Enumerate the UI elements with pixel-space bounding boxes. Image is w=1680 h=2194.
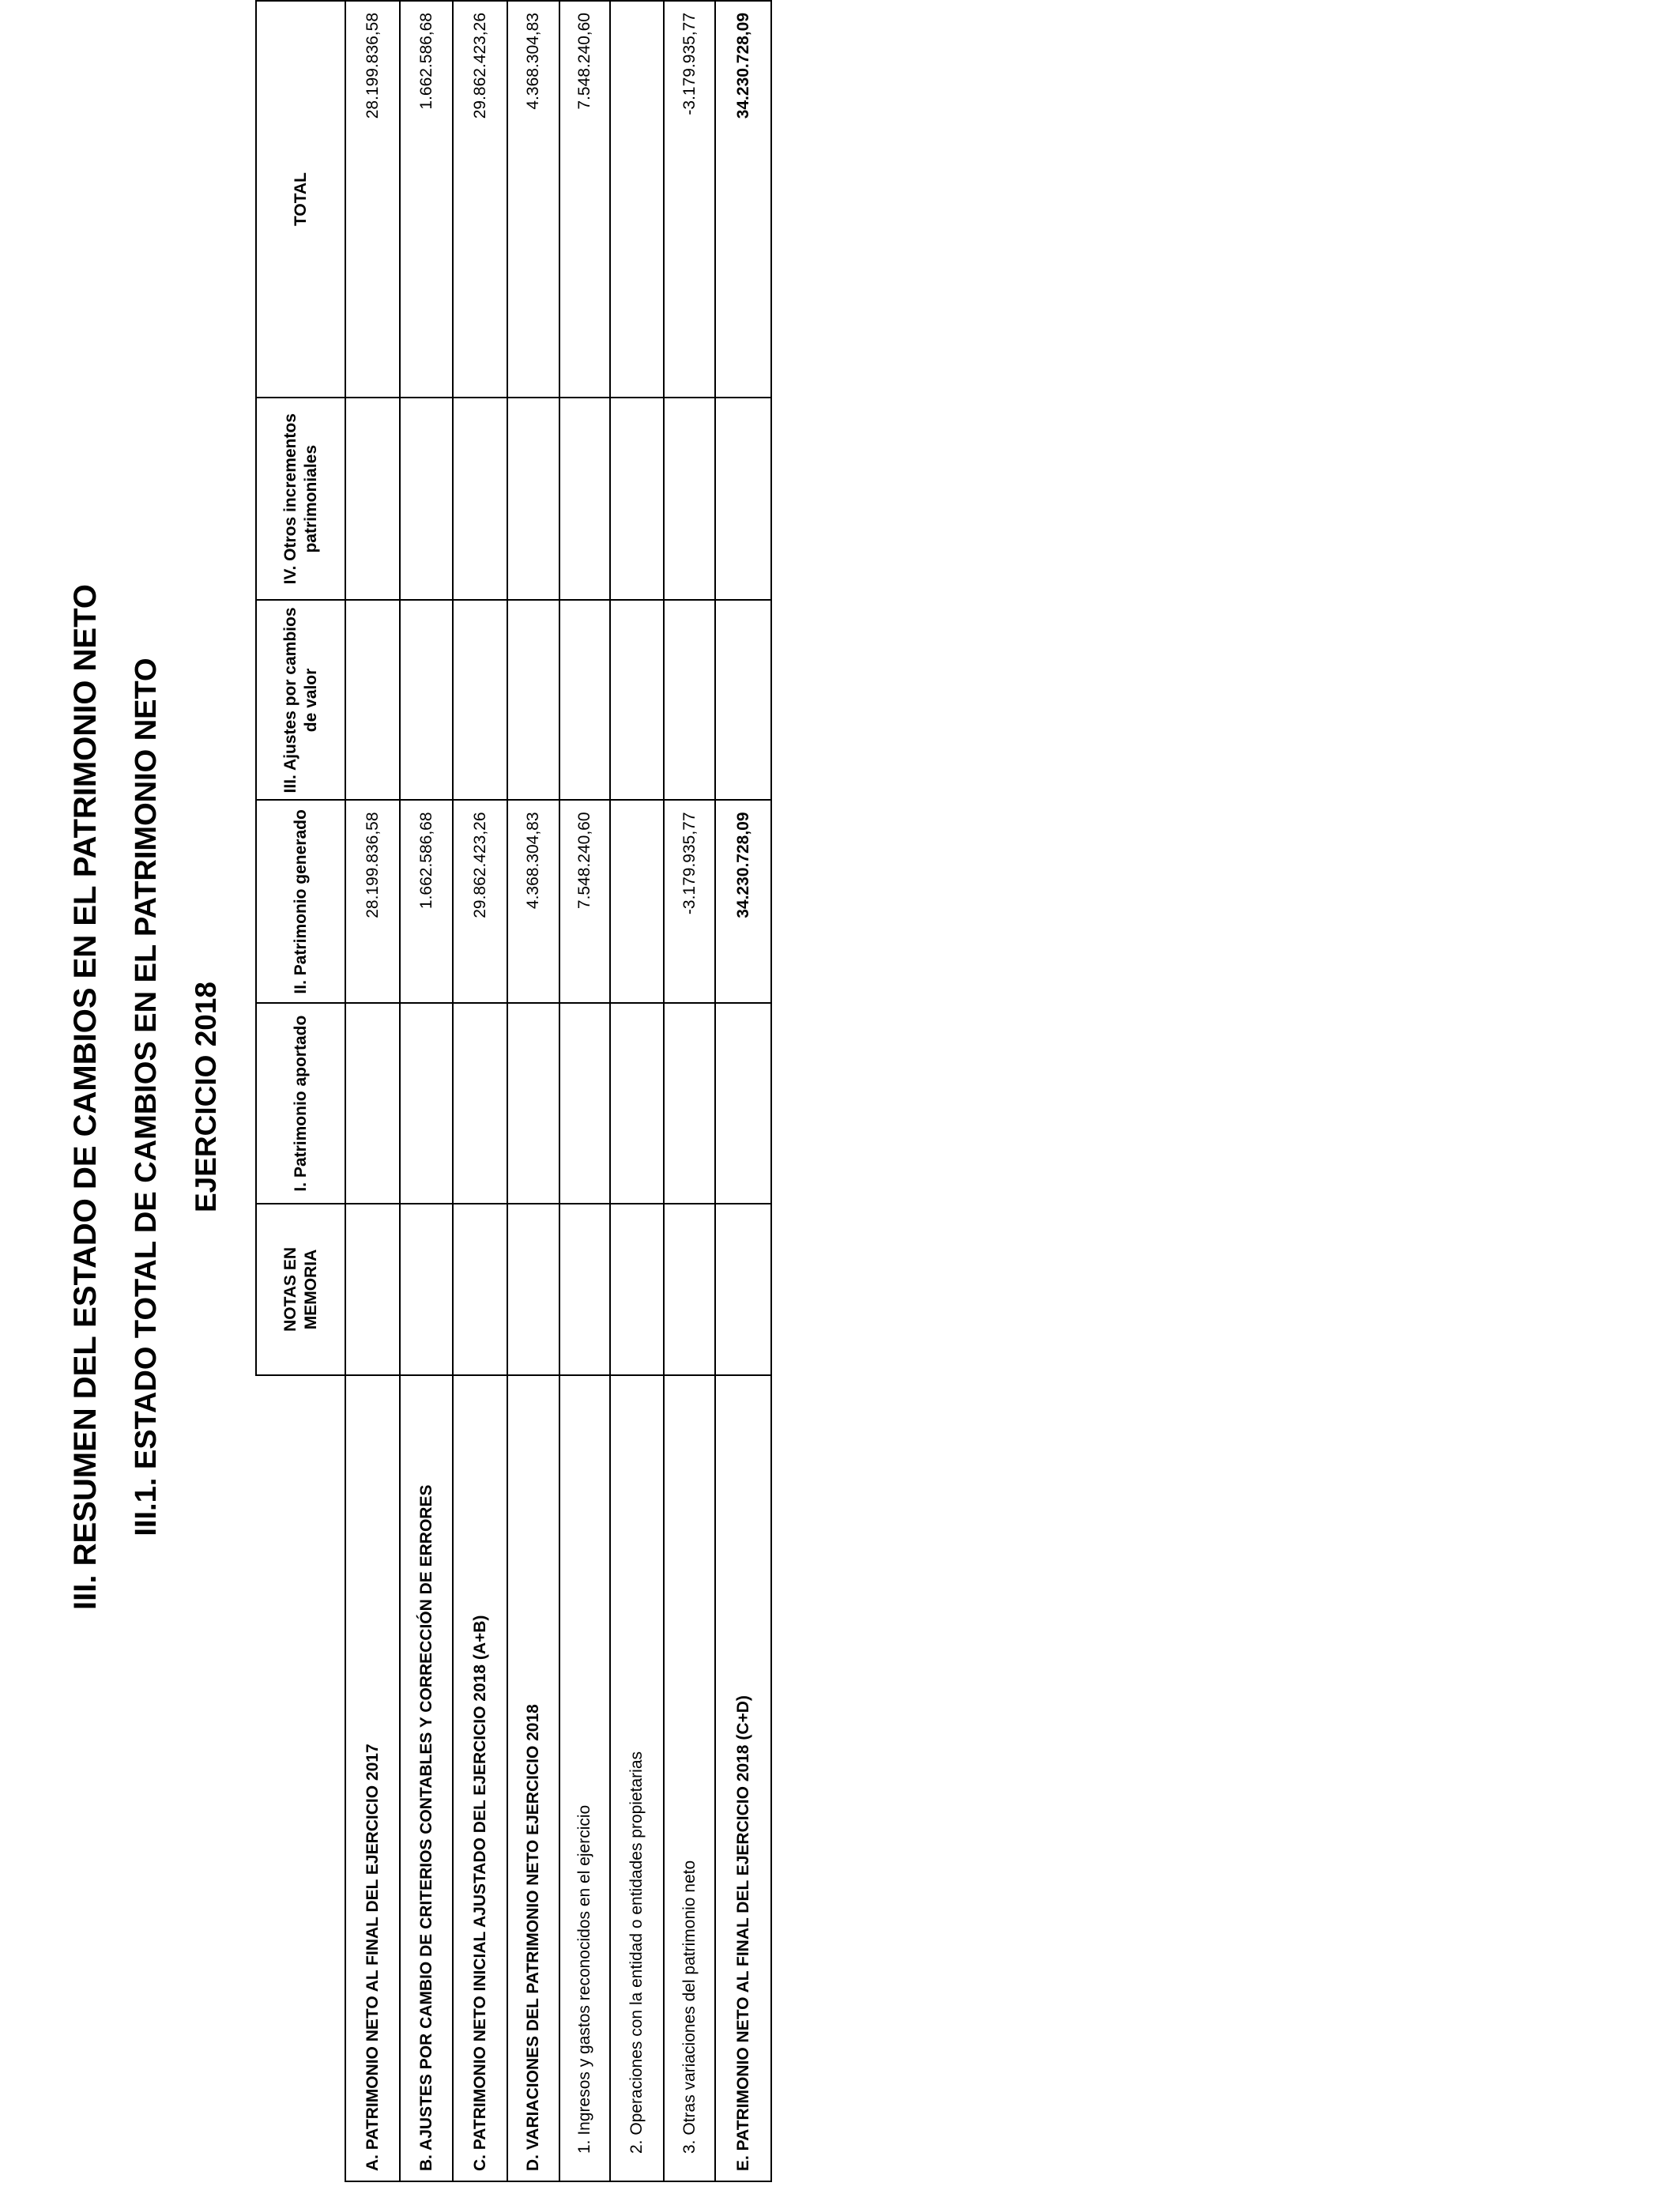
cell-ajustes — [400, 600, 453, 800]
row-label: C. PATRIMONIO NETO INICIAL AJUSTADO DEL EJERCICIO 2018 (A+B) — [453, 1375, 507, 2181]
cell-aportado — [400, 1003, 453, 1204]
cell-aportado — [453, 1003, 507, 1204]
cell-otros — [715, 398, 771, 600]
cell-otros — [345, 398, 400, 600]
cell-notas — [453, 1204, 507, 1375]
table-row — [664, 1, 715, 2181]
header-row — [256, 1, 345, 2181]
header-otros: IV. Otros incrementos patrimoniales — [256, 398, 345, 600]
cell-notas — [715, 1204, 771, 1375]
header-generado: II. Patrimonio generado — [256, 800, 345, 1003]
cell-generado: -3.179.935,77 — [664, 800, 715, 1003]
cell-ajustes — [559, 600, 610, 800]
cell-total: 4.368.304,83 — [507, 1, 559, 398]
cell-ajustes — [507, 600, 559, 800]
cell-notas — [664, 1204, 715, 1375]
cell-aportado — [715, 1003, 771, 1204]
cell-ajustes — [345, 600, 400, 800]
cell-otros — [453, 398, 507, 600]
row-label: 3. Otras variaciones del patrimonio neto — [664, 1375, 715, 2181]
cell-generado: 1.662.586,68 — [400, 800, 453, 1003]
cell-otros — [507, 398, 559, 600]
table-row — [400, 1, 453, 2181]
table-row — [610, 1, 664, 2181]
table-row — [715, 1, 771, 2181]
header-total: TOTAL — [256, 1, 345, 398]
header-ajustes: III. Ajustes por cambios de valor — [256, 600, 345, 800]
cell-aportado — [559, 1003, 610, 1204]
cell-aportado — [664, 1003, 715, 1204]
header-aportado: I. Patrimonio aportado — [256, 1003, 345, 1204]
cell-total: 1.662.586,68 — [400, 1, 453, 398]
table-row — [345, 1, 400, 2181]
row-label: A. PATRIMONIO NETO AL FINAL DEL EJERCICIO 2017 — [345, 1375, 400, 2181]
row-label: 2. Operaciones con la entidad o entidades propietarias — [610, 1375, 664, 2181]
cell-generado: 29.862.423,26 — [453, 800, 507, 1003]
cell-ajustes — [664, 600, 715, 800]
equity-changes-table — [255, 0, 772, 2182]
document-period: EJERCICIO 2018 — [190, 981, 222, 1213]
cell-notas — [610, 1204, 664, 1375]
cell-total: -3.179.935,77 — [664, 1, 715, 398]
header-blank — [256, 1375, 345, 2181]
cell-total: 28.199.836,58 — [345, 1, 400, 398]
row-label: 1. Ingresos y gastos reconocidos en el ejercicio — [559, 1375, 610, 2181]
table-row — [453, 1, 507, 2181]
document-title: III. RESUMEN DEL ESTADO DE CAMBIOS EN EL PATRIMONIO NETO — [68, 584, 103, 1610]
cell-aportado — [507, 1003, 559, 1204]
cell-generado: 34.230.728,09 — [715, 800, 771, 1003]
cell-ajustes — [453, 600, 507, 800]
cell-otros — [559, 398, 610, 600]
cell-total: 7.548.240,60 — [559, 1, 610, 398]
cell-generado: 4.368.304,83 — [507, 800, 559, 1003]
cell-generado: 28.199.836,58 — [345, 800, 400, 1003]
cell-notas — [559, 1204, 610, 1375]
cell-generado: 7.548.240,60 — [559, 800, 610, 1003]
cell-total: 29.862.423,26 — [453, 1, 507, 398]
cell-total: 34.230.728,09 — [715, 1, 771, 398]
table-row — [507, 1, 559, 2181]
cell-ajustes — [715, 600, 771, 800]
cell-aportado — [345, 1003, 400, 1204]
row-label: B. AJUSTES POR CAMBIO DE CRITERIOS CONTABLES Y CORRECCIÓN DE ERRORES — [400, 1375, 453, 2181]
cell-otros — [400, 398, 453, 600]
cell-total — [610, 1, 664, 398]
cell-notas — [507, 1204, 559, 1375]
table-row — [559, 1, 610, 2181]
cell-ajustes — [610, 600, 664, 800]
row-label: D. VARIACIONES DEL PATRIMONIO NETO EJERCICIO 2018 — [507, 1375, 559, 2181]
header-notas: NOTAS EN MEMORIA — [256, 1204, 345, 1375]
cell-aportado — [610, 1003, 664, 1204]
row-label: E. PATRIMONIO NETO AL FINAL DEL EJERCICIO 2018 (C+D) — [715, 1375, 771, 2181]
cell-generado — [610, 800, 664, 1003]
cell-otros — [664, 398, 715, 600]
cell-notas — [400, 1204, 453, 1375]
cell-notas — [345, 1204, 400, 1375]
document-subtitle: III.1. ESTADO TOTAL DE CAMBIOS EN EL PATRIMONIO NETO — [130, 658, 163, 1536]
cell-otros — [610, 398, 664, 600]
